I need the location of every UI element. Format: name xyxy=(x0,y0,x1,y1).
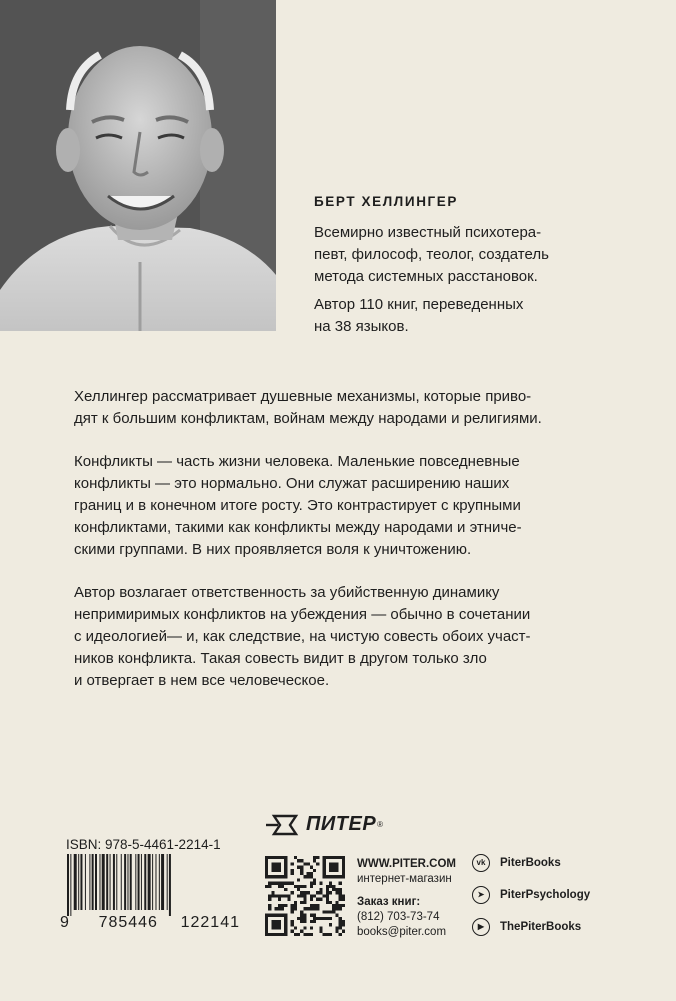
barcode-icon xyxy=(66,854,232,916)
social-link-telegram[interactable] xyxy=(472,883,590,906)
author-books-paragraph xyxy=(314,294,664,338)
author-bio xyxy=(314,222,664,344)
author-bio-paragraph xyxy=(314,222,664,288)
social-links xyxy=(472,851,590,947)
text-line: Автор возлагает ответственность за убийственную динамику xyxy=(74,584,500,601)
text-line: и отвергает в нем все человеческое. xyxy=(74,672,330,689)
social-label: PiterPsychology xyxy=(500,888,591,901)
site-url-link[interactable]: WWW.PITER.COM xyxy=(357,858,457,870)
site-caption: интернет-магазин xyxy=(357,873,452,885)
social-link-youtube[interactable] xyxy=(472,915,590,938)
author-portrait-illustration xyxy=(0,0,276,331)
order-info xyxy=(357,895,446,940)
text-line: непримиримых конфликтов на убеждения — обычно в сочетании xyxy=(74,606,531,623)
text-line: границ и в конечном итоге росту. Это контрастирует с крупными xyxy=(74,497,521,514)
order-title: Заказ книг: xyxy=(357,896,421,908)
description-paragraph-1 xyxy=(74,386,634,430)
author-name: БЕРТ ХЕЛЛИНГЕР xyxy=(314,194,458,209)
text-line: Автор 110 книг, переведенных xyxy=(314,296,524,313)
barcode-digits xyxy=(60,914,240,932)
text-line: с идеологией— и, как следствие, на чистую совесть обоих участ- xyxy=(74,628,531,645)
youtube-icon: ▶ xyxy=(472,918,490,936)
barcode-digit-group-2: 122141 xyxy=(180,914,240,931)
description-paragraph-2 xyxy=(74,451,634,561)
publisher-site xyxy=(357,857,456,887)
social-link-vk[interactable] xyxy=(472,851,590,874)
description-paragraph-3 xyxy=(74,582,634,692)
social-label: ThePiterBooks xyxy=(500,920,582,933)
book-description xyxy=(74,386,634,713)
registered-mark: ® xyxy=(377,820,384,829)
barcode-digit-first: 9 xyxy=(60,914,70,931)
text-line: метода системных расстановок. xyxy=(314,268,538,285)
order-email-link[interactable]: books@piter.com xyxy=(357,926,447,938)
telegram-icon: ➤ xyxy=(472,886,490,904)
text-line: ников конфликта. Такая совесть видит в другом только зло xyxy=(74,650,487,667)
publisher-logo xyxy=(264,813,383,836)
barcode-digit-group-1: 785446 xyxy=(98,914,158,931)
social-label: PiterBooks xyxy=(500,856,561,869)
publisher-name: ПИТЕР xyxy=(306,813,377,835)
order-phone: (812) 703-73-74 xyxy=(357,911,440,923)
text-line: конфликты — это нормально. Они служат расширению наших xyxy=(74,475,510,492)
text-line: дят к большим конфликтам, войнам между народами и религиями. xyxy=(74,410,542,427)
text-line: на 38 языков. xyxy=(314,318,409,335)
qr-code-icon[interactable] xyxy=(265,856,345,936)
text-line: Всемирно известный психотера- xyxy=(314,224,542,241)
text-line: певт, философ, теолог, создатель xyxy=(314,246,549,263)
text-line: Конфликты — часть жизни человека. Маленькие повседневные xyxy=(74,453,520,470)
publisher-logo-mark-icon xyxy=(264,814,306,836)
vk-icon: vk xyxy=(472,854,490,872)
author-photo xyxy=(0,0,276,331)
text-line: конфликтами, такими как конфликты между народами и этниче- xyxy=(74,519,522,536)
isbn-label: ISBN: 978-5-4461-2214-1 xyxy=(66,837,221,852)
text-line: Хеллингер рассматривает душевные механизмы, которые приво- xyxy=(74,388,532,405)
text-line: скими группами. В них проявляется воля к уничтожению. xyxy=(74,541,472,558)
